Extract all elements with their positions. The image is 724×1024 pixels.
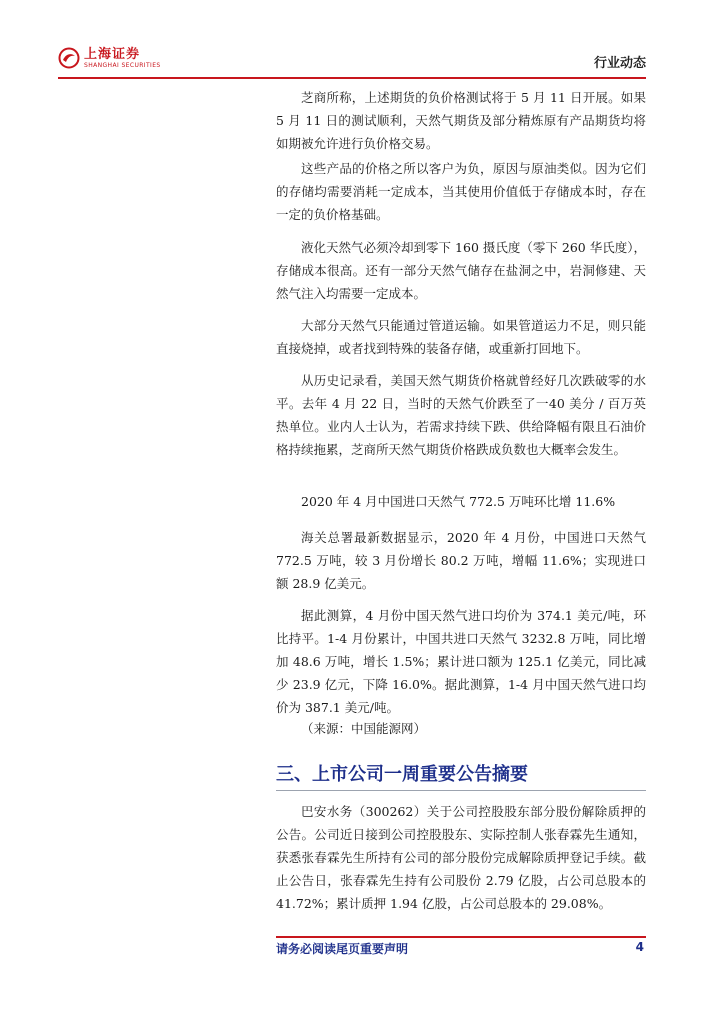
logo-english-name: SHANGHAI SECURITIES bbox=[84, 61, 161, 69]
section-divider bbox=[276, 790, 646, 791]
logo-emblem-icon bbox=[58, 47, 80, 69]
news-headline: 2020 年 4 月中国进口天然气 772.5 万吨环比增 11.6% bbox=[301, 494, 616, 509]
page-header bbox=[0, 0, 724, 80]
paragraph-3: 液化天然气必须冷却到零下 160 摄氏度（零下 260 华氏度），存储成本很高。还有一部分天然气储存在盐洞之中，岩洞修建、天然气注入均需要一定成本。 bbox=[276, 240, 646, 301]
source-note: （来源：中国能源网） bbox=[301, 721, 427, 736]
page-number: 4 bbox=[635, 940, 644, 954]
footer-divider bbox=[276, 936, 646, 938]
report-type-label: 行业动态 bbox=[593, 56, 646, 71]
paragraph-5: 从历史记录看，美国天然气期货价格就曾经好几次跌破零的水平。去年 4 月 22 日，当时的天然气价跌至了一40 美分 / 百万英热单位。业内人士认为，若需求持续下跌、供给降幅有限且石油价格持续拖累，芝商所天然气期货价格跌成负数也大概率会发生。 bbox=[276, 373, 646, 457]
company-logo bbox=[58, 47, 161, 69]
paragraph-1: 芝商所称，上述期货的负价格测试将于 5 月 11 日开展。如果 5 月 11 日的测试顺利，天然气期货及部分精炼原有产品期货均将如期被允许进行负价格交易。 bbox=[276, 90, 646, 151]
paragraph-7: 据此测算，4 月份中国天然气进口均价为 374.1 美元/吨，环比持平。1-4 月份累计，中国共进口天然气 3232.8 万吨，同比增加 48.6 万吨，增长 1.5%；累计进口额为 125.1 亿美元，同比减少 23.9 亿元，下降 16.0%。据此测算，1-4 月中国天然气进口均价为 387.1 美元/吨。 bbox=[276, 608, 646, 715]
paragraph-2: 这些产品的价格之所以客户为负，原因与原油类似。因为它们的存储均需要消耗一定成本，当其使用价值低于存储成本时，存在一定的负价格基础。 bbox=[276, 161, 646, 222]
logo-chinese-name: 上海证券 bbox=[84, 46, 141, 62]
paragraph-6: 海关总署最新数据显示，2020 年 4 月份，中国进口天然气 772.5 万吨，较 3 月份增长 80.2 万吨，增幅 11.6%；实现进口额 28.9 亿美元。 bbox=[276, 530, 646, 591]
paragraph-8: 巴安水务（300262）关于公司控股股东部分股份解除质押的公告。公司近日接到公司控股股东、实际控制人张春霖先生通知，获悉张春霖先生所持有公司的部分股份完成解除质押登记手续。截止公告日，张春霖先生持有公司股份 2.79 亿股，占公司总股本的 41.72%；累计质押 1.94 亿股，占公司总股本的 29.08%。 bbox=[276, 804, 646, 911]
header-divider bbox=[58, 77, 646, 79]
paragraph-4: 大部分天然气只能通过管道运输。如果管道运力不足，则只能直接烧掉，或者找到特殊的装备存储，或重新打回地下。 bbox=[276, 318, 646, 356]
section-heading: 三、上市公司一周重要公告摘要 bbox=[276, 764, 528, 785]
footer-disclaimer: 请务必阅读尾页重要声明 bbox=[276, 942, 409, 956]
